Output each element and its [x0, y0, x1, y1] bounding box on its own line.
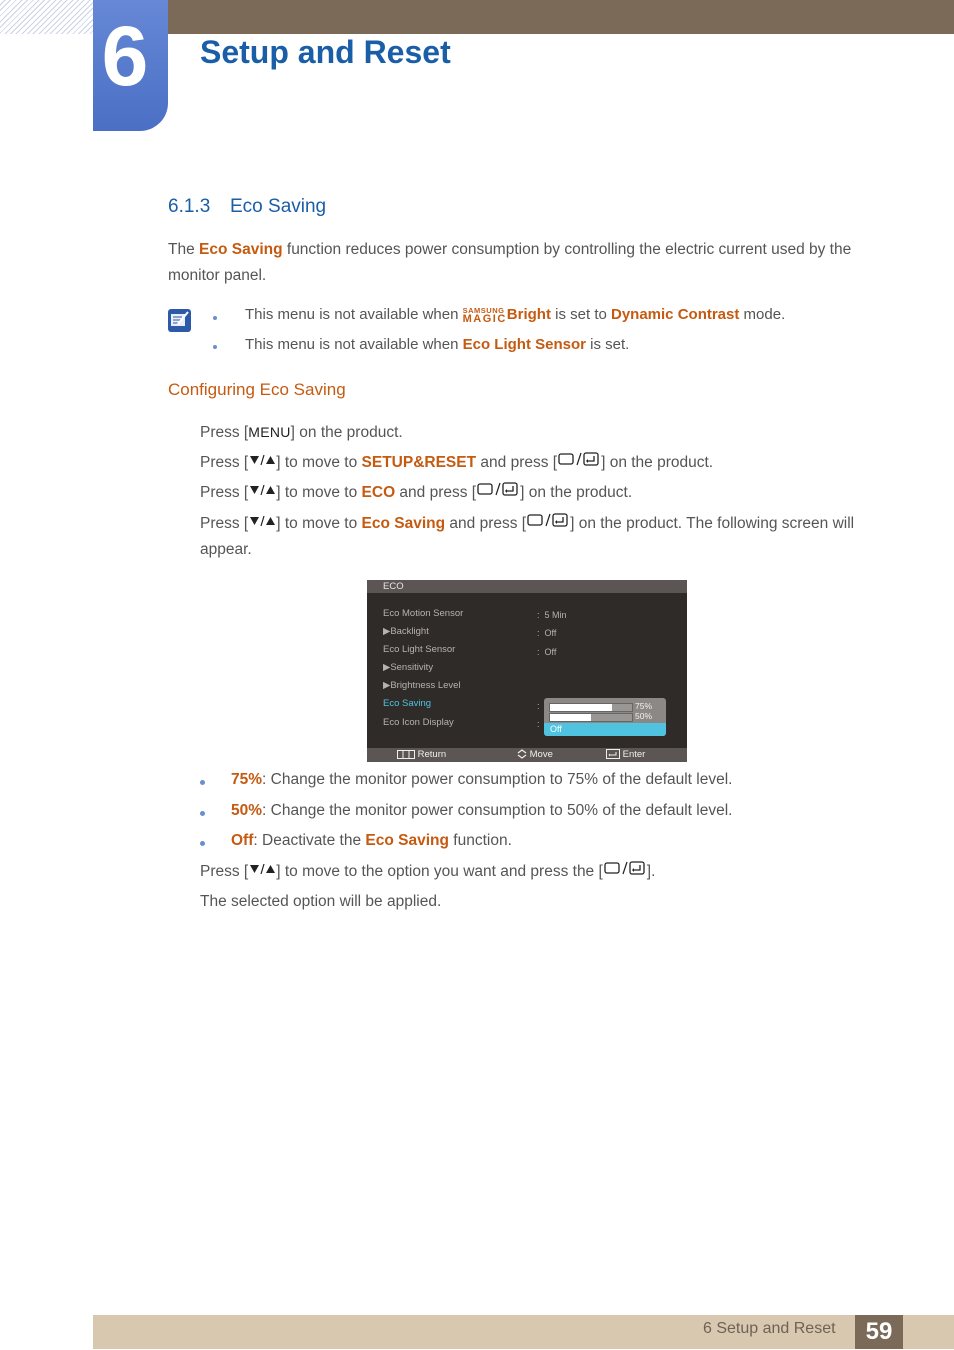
note-2-eco-light-sensor: Eco Light Sensor [462, 336, 586, 353]
note-2-text: This menu is not available when [245, 336, 463, 353]
option-75-bar [549, 703, 633, 712]
step-text: appear. [200, 541, 252, 559]
enter-icon [606, 749, 620, 759]
osd-item-label: Sensitivity [390, 662, 434, 673]
configuring-heading: Configuring Eco Saving [168, 380, 346, 399]
section-heading [168, 196, 326, 218]
note-1 [245, 302, 785, 328]
step-2 [200, 450, 713, 476]
osd-item-backlight [383, 626, 429, 637]
step-target: Eco Saving [361, 515, 446, 533]
step-text: Press [ [200, 484, 249, 502]
osd-footer-enter [606, 748, 645, 762]
step-text: ] to move to [276, 515, 362, 533]
option-bullet [200, 841, 205, 846]
down-up-arrow-icon [248, 450, 276, 476]
option-bullet [200, 780, 205, 785]
intro-text: The [168, 241, 200, 258]
osd-footer [367, 748, 687, 762]
intro-line2: monitor panel. [168, 267, 267, 284]
step-text: ] on the product. [290, 424, 403, 441]
osd-item-brightness-level [383, 680, 461, 691]
note-bullet [213, 316, 217, 320]
option-50-label: 50% [231, 802, 263, 819]
note-icon [168, 309, 191, 332]
osd-value: Off [544, 647, 557, 657]
osd-item-eco-icon-display: Eco Icon Display [383, 717, 454, 728]
osd-footer-enter-label: Enter [622, 749, 646, 760]
option-50-label: 50% [635, 711, 653, 721]
brand-samsung: SAMSUNG [462, 306, 505, 316]
step-3 [200, 480, 632, 506]
osd-eco-saving-options [544, 698, 666, 736]
osd-value-eco-motion [537, 610, 567, 620]
option-75-text: : Change the monitor power consumption to 75% of the default level. [262, 771, 733, 788]
osd-footer-move [517, 748, 553, 762]
osd-value-backlight [537, 628, 556, 638]
step-text: ] on the product. [601, 454, 714, 472]
osd-item-eco-saving: Eco Saving [383, 698, 432, 709]
option-50-bar [549, 713, 633, 722]
submenu-arrow-icon: ▶ [383, 680, 391, 691]
submenu-arrow-icon: ▶ [383, 662, 391, 673]
note-1-mid: is set to [550, 306, 611, 323]
submenu-arrow-icon: ▶ [383, 626, 391, 637]
magic-brand-logo [462, 306, 507, 326]
step-text: ] to move to the option you want and press the [ [276, 863, 603, 881]
option-75-label: 75% [231, 771, 263, 788]
step-text: Press [ [200, 863, 249, 881]
osd-item-sensitivity [383, 662, 433, 673]
header-hatch-pattern [0, 0, 93, 34]
note-1-bright: Bright [506, 306, 551, 323]
osd-screen [367, 580, 687, 762]
option-75-label: 75% [635, 701, 653, 711]
final-step-1 [200, 859, 655, 885]
osd-colon: : [537, 647, 540, 657]
section-title: Eco Saving [230, 196, 327, 217]
osd-item-eco-light-sensor: Eco Light Sensor [383, 644, 456, 655]
osd-footer-move-label: Move [529, 749, 553, 760]
step-text: and press [ [395, 484, 477, 502]
osd-item-eco-motion-sensor: Eco Motion Sensor [383, 608, 464, 619]
osd-value-eco-light [537, 647, 556, 657]
intro-paragraph [168, 237, 868, 289]
source-enter-icon [476, 480, 520, 506]
intro-highlight: Eco Saving [199, 241, 283, 258]
option-50-text: : Change the monitor power consumption to 50% of the default level. [262, 802, 733, 819]
menu-icon [397, 750, 415, 759]
step-text: and press [ [476, 454, 558, 472]
option-off-selected: Off [544, 723, 666, 736]
osd-item-label: Brightness Level [390, 680, 461, 691]
step-text: ] on the product. The following screen will [570, 515, 855, 533]
osd-value: Off [544, 628, 557, 638]
osd-title: ECO [383, 581, 404, 592]
note-1-text: This menu is not available when [245, 306, 463, 323]
option-off-post: function. [448, 832, 512, 849]
note-2-post: is set. [585, 336, 630, 353]
brand-magic: MAGIC [462, 313, 507, 326]
step-1 [200, 419, 403, 446]
step-text: ] to move to [276, 454, 362, 472]
section-number: 6.1.3 [168, 196, 211, 217]
option-50 [231, 798, 732, 824]
source-enter-icon [526, 511, 570, 537]
final-step-2: The selected option will be applied. [200, 893, 442, 910]
down-up-arrow-icon [248, 480, 276, 506]
option-75 [231, 767, 732, 793]
osd-colon-eco-saving: : [537, 701, 540, 711]
up-down-icon [517, 749, 527, 759]
option-off-label: Off [231, 832, 254, 849]
option-off-highlight: Eco Saving [365, 832, 449, 849]
down-up-arrow-icon [248, 859, 276, 885]
osd-colon: : [537, 610, 540, 620]
chapter-number: 6 [101, 9, 149, 103]
step-text: ] to move to [276, 484, 362, 502]
intro-text-rest: function reduces power consumption by controlling the electric current used by the [282, 241, 852, 258]
step-text: ]. [646, 863, 656, 881]
osd-header [367, 580, 687, 593]
note-2 [245, 332, 629, 358]
step-target: ECO [361, 484, 396, 502]
step-4 [200, 511, 880, 563]
step-text: Press [ [200, 424, 249, 441]
footer-chapter-label: 6 Setup and Reset [703, 1320, 836, 1337]
source-enter-icon [603, 859, 647, 885]
osd-colon: : [537, 628, 540, 638]
osd-colon-eco-icon: : [537, 719, 540, 729]
option-off-text: : Deactivate the [253, 832, 366, 849]
down-up-arrow-icon [248, 511, 276, 537]
menu-key: MENU [248, 424, 291, 440]
source-enter-icon [557, 450, 601, 476]
step-target: SETUP&RESET [361, 454, 477, 472]
step-text: ] on the product. [520, 484, 633, 502]
note-1-dynamic-contrast: Dynamic Contrast [611, 306, 740, 323]
option-bullet [200, 811, 205, 816]
step-text: Press [ [200, 515, 249, 533]
osd-footer-return-label: Return [417, 749, 447, 760]
note-1-post: mode. [739, 306, 786, 323]
page-number: 59 [855, 1315, 903, 1349]
option-off [231, 828, 512, 854]
osd-value: 5 Min [544, 610, 567, 620]
osd-footer-return [397, 748, 446, 762]
note-bullet [213, 345, 217, 349]
chapter-title: Setup and Reset [200, 34, 451, 70]
header-bar [168, 0, 954, 34]
step-text: and press [ [445, 515, 527, 533]
osd-item-label: Backlight [390, 626, 429, 637]
step-text: Press [ [200, 454, 249, 472]
